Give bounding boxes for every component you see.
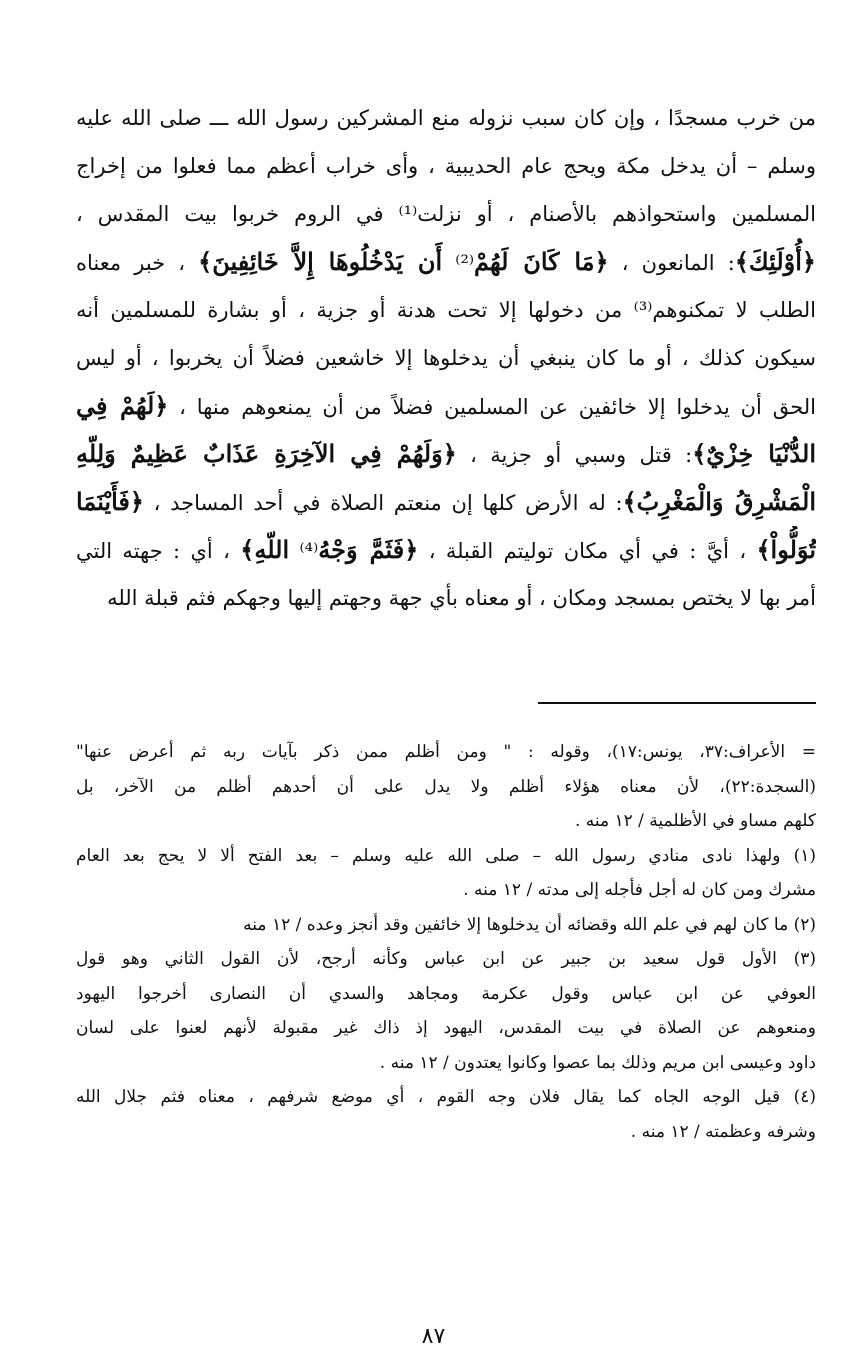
text-line: سيكون كذلك ، أو ما كان ينبغي أن يدخلوها إلا خاشعين فضلاً أن يخربوا ، أو ليس bbox=[76, 346, 816, 370]
text-line bbox=[76, 382, 816, 430]
footnote-line: (٣) الأول قول سعيد بن جبير عن ابن عباس وكأنه أرجح، لأن القول الثاني وهو قول bbox=[76, 949, 816, 969]
main-text bbox=[76, 94, 816, 622]
quran-quote: ﴿فَثَمَّ وَجْهُ bbox=[318, 535, 419, 564]
quran-quote: الْمَشْرِقُ وَالْمَغْرِبُ﴾ bbox=[622, 487, 816, 516]
text-line bbox=[76, 478, 816, 526]
text-line bbox=[76, 238, 816, 286]
quran-quote: ﴿فَأَيْنَمَا bbox=[76, 487, 144, 516]
text-segment: : المانعون ، bbox=[608, 251, 735, 275]
quran-quote: ﴿أُوْلَئِكَ﴾ bbox=[734, 247, 816, 276]
text-segment: ⁽⁴⁾ bbox=[289, 539, 319, 563]
footnote-line: (٢) ما كان لهم في علم الله وقضائه أن يدخلوها إلا خائفين وقد أنجز وعده / ١٢ منه bbox=[243, 914, 816, 935]
text-segment: ⁽²⁾ bbox=[442, 251, 475, 275]
quran-quote: ﴿مَا كَانَ لَهُمْ bbox=[474, 247, 609, 276]
footnote-line: كلهم مساو في الأظلمية / ١٢ منه . bbox=[574, 811, 816, 831]
quran-quote: ﴿وَلَهُمْ فِي الآخِرَةِ عَذَابٌ عَظِيمٌ وَلِلّهِ bbox=[76, 439, 457, 468]
page-number: ٨٧ bbox=[421, 1324, 446, 1349]
text-segment: : له الأرض كلها إن منعتم الصلاة في أحد المساجد ، bbox=[143, 491, 623, 515]
text-segment: الحق أن يدخلوا إلا خائفين عن المسلمين فضلاً من أن يمنعوهم منها ، bbox=[168, 395, 816, 419]
footnote-separator bbox=[538, 702, 816, 704]
footnote-line: ومنعوهم عن الصلاة في بيت المقدس، اليهود إذ ذاك غير مقبولة لأنهم لعنوا على لسان bbox=[76, 1018, 816, 1038]
text-line: المسلمين واستحواذهم بالأصنام ، أو نزلت⁽¹⁾ في الروم خربوا بيت المقدس ، bbox=[76, 202, 816, 226]
footnote-line: العوفي عن ابن عباس وقول عكرمة ومجاهد والسدي أن النصارى أخرجوا اليهود bbox=[76, 983, 816, 1004]
text-line: من خرب مسجدًا ، وإن كان سبب نزوله منع المشركين رسول الله ـــ صلى الله عليه bbox=[76, 106, 816, 130]
text-line bbox=[76, 526, 816, 574]
footnote-line: مشرك ومن كان له أجل فأجله إلى مدته / ١٢ منه . bbox=[463, 880, 816, 900]
text-segment: ، خبر معناه bbox=[76, 251, 199, 275]
footnote-line: (٤) قيل الوجه الجاه كما يقال فلان وجه القوم ، أي موضع شرفهم ، معناه فثم جلال الله bbox=[76, 1087, 816, 1107]
quran-quote: أَن يَدْخُلُوهَا إِلاَّ خَائِفِينَ﴾ bbox=[198, 247, 443, 276]
text-segment: ، أيَّ : في أي مكان توليتم القبلة ، bbox=[418, 539, 757, 563]
text-line: أمر بها لا يختص بمسجد ومكان ، أو معناه بأي جهة وجهتم إليها وجهكم فثم قبلة الله bbox=[107, 586, 816, 610]
text-segment: : قتل وسبي أو جزية ، bbox=[456, 443, 693, 467]
text-line: وسلم – أن يدخل مكة ويحج عام الحديبية ، وأى خراب أعظم مما فعلوا من إخراج bbox=[76, 154, 816, 178]
footnote-line: = الأعراف:٣٧، يونس:١٧)، وقوله : " ومن أظلم ممن ذكر بآيات ربه ثم أعرض عنها" bbox=[76, 742, 816, 762]
footnote-line: وشرفه وعظمته / ١٢ منه . bbox=[630, 1121, 816, 1142]
text-segment: ، أي : جهته التي bbox=[76, 539, 241, 563]
footnote-line: (السجدة:٢٢)، لأن معناه هؤلاء أظلم ولا يدل على أن أحدهم أظلم من الآخر، بل bbox=[76, 776, 816, 797]
quran-quote: ﴿لَهُمْ فِي bbox=[76, 391, 169, 420]
footnote-line: (١) ولهذا نادى منادي رسول الله – صلى الله عليه وسلم – بعد الفتح ألا لا يحج بعد العام bbox=[76, 845, 816, 866]
quran-quote: اللّهِ﴾ bbox=[240, 535, 290, 564]
text-line: الطلب لا تمكنوهم⁽³⁾ من دخولها إلا تحت هدنة أو جزية ، أو بشارة للمسلمين أنه bbox=[76, 298, 816, 322]
footnotes bbox=[76, 735, 816, 1149]
footnote-line: داود وعيسى ابن مريم وذلك بما عصوا وكانوا يعتدون / ١٢ منه . bbox=[379, 1052, 816, 1073]
quran-quote: تُوَلُّواْ﴾ bbox=[756, 535, 816, 564]
quran-quote: الدُّنْيَا خِزْيٌ﴾ bbox=[692, 439, 816, 468]
text-line bbox=[76, 430, 816, 478]
